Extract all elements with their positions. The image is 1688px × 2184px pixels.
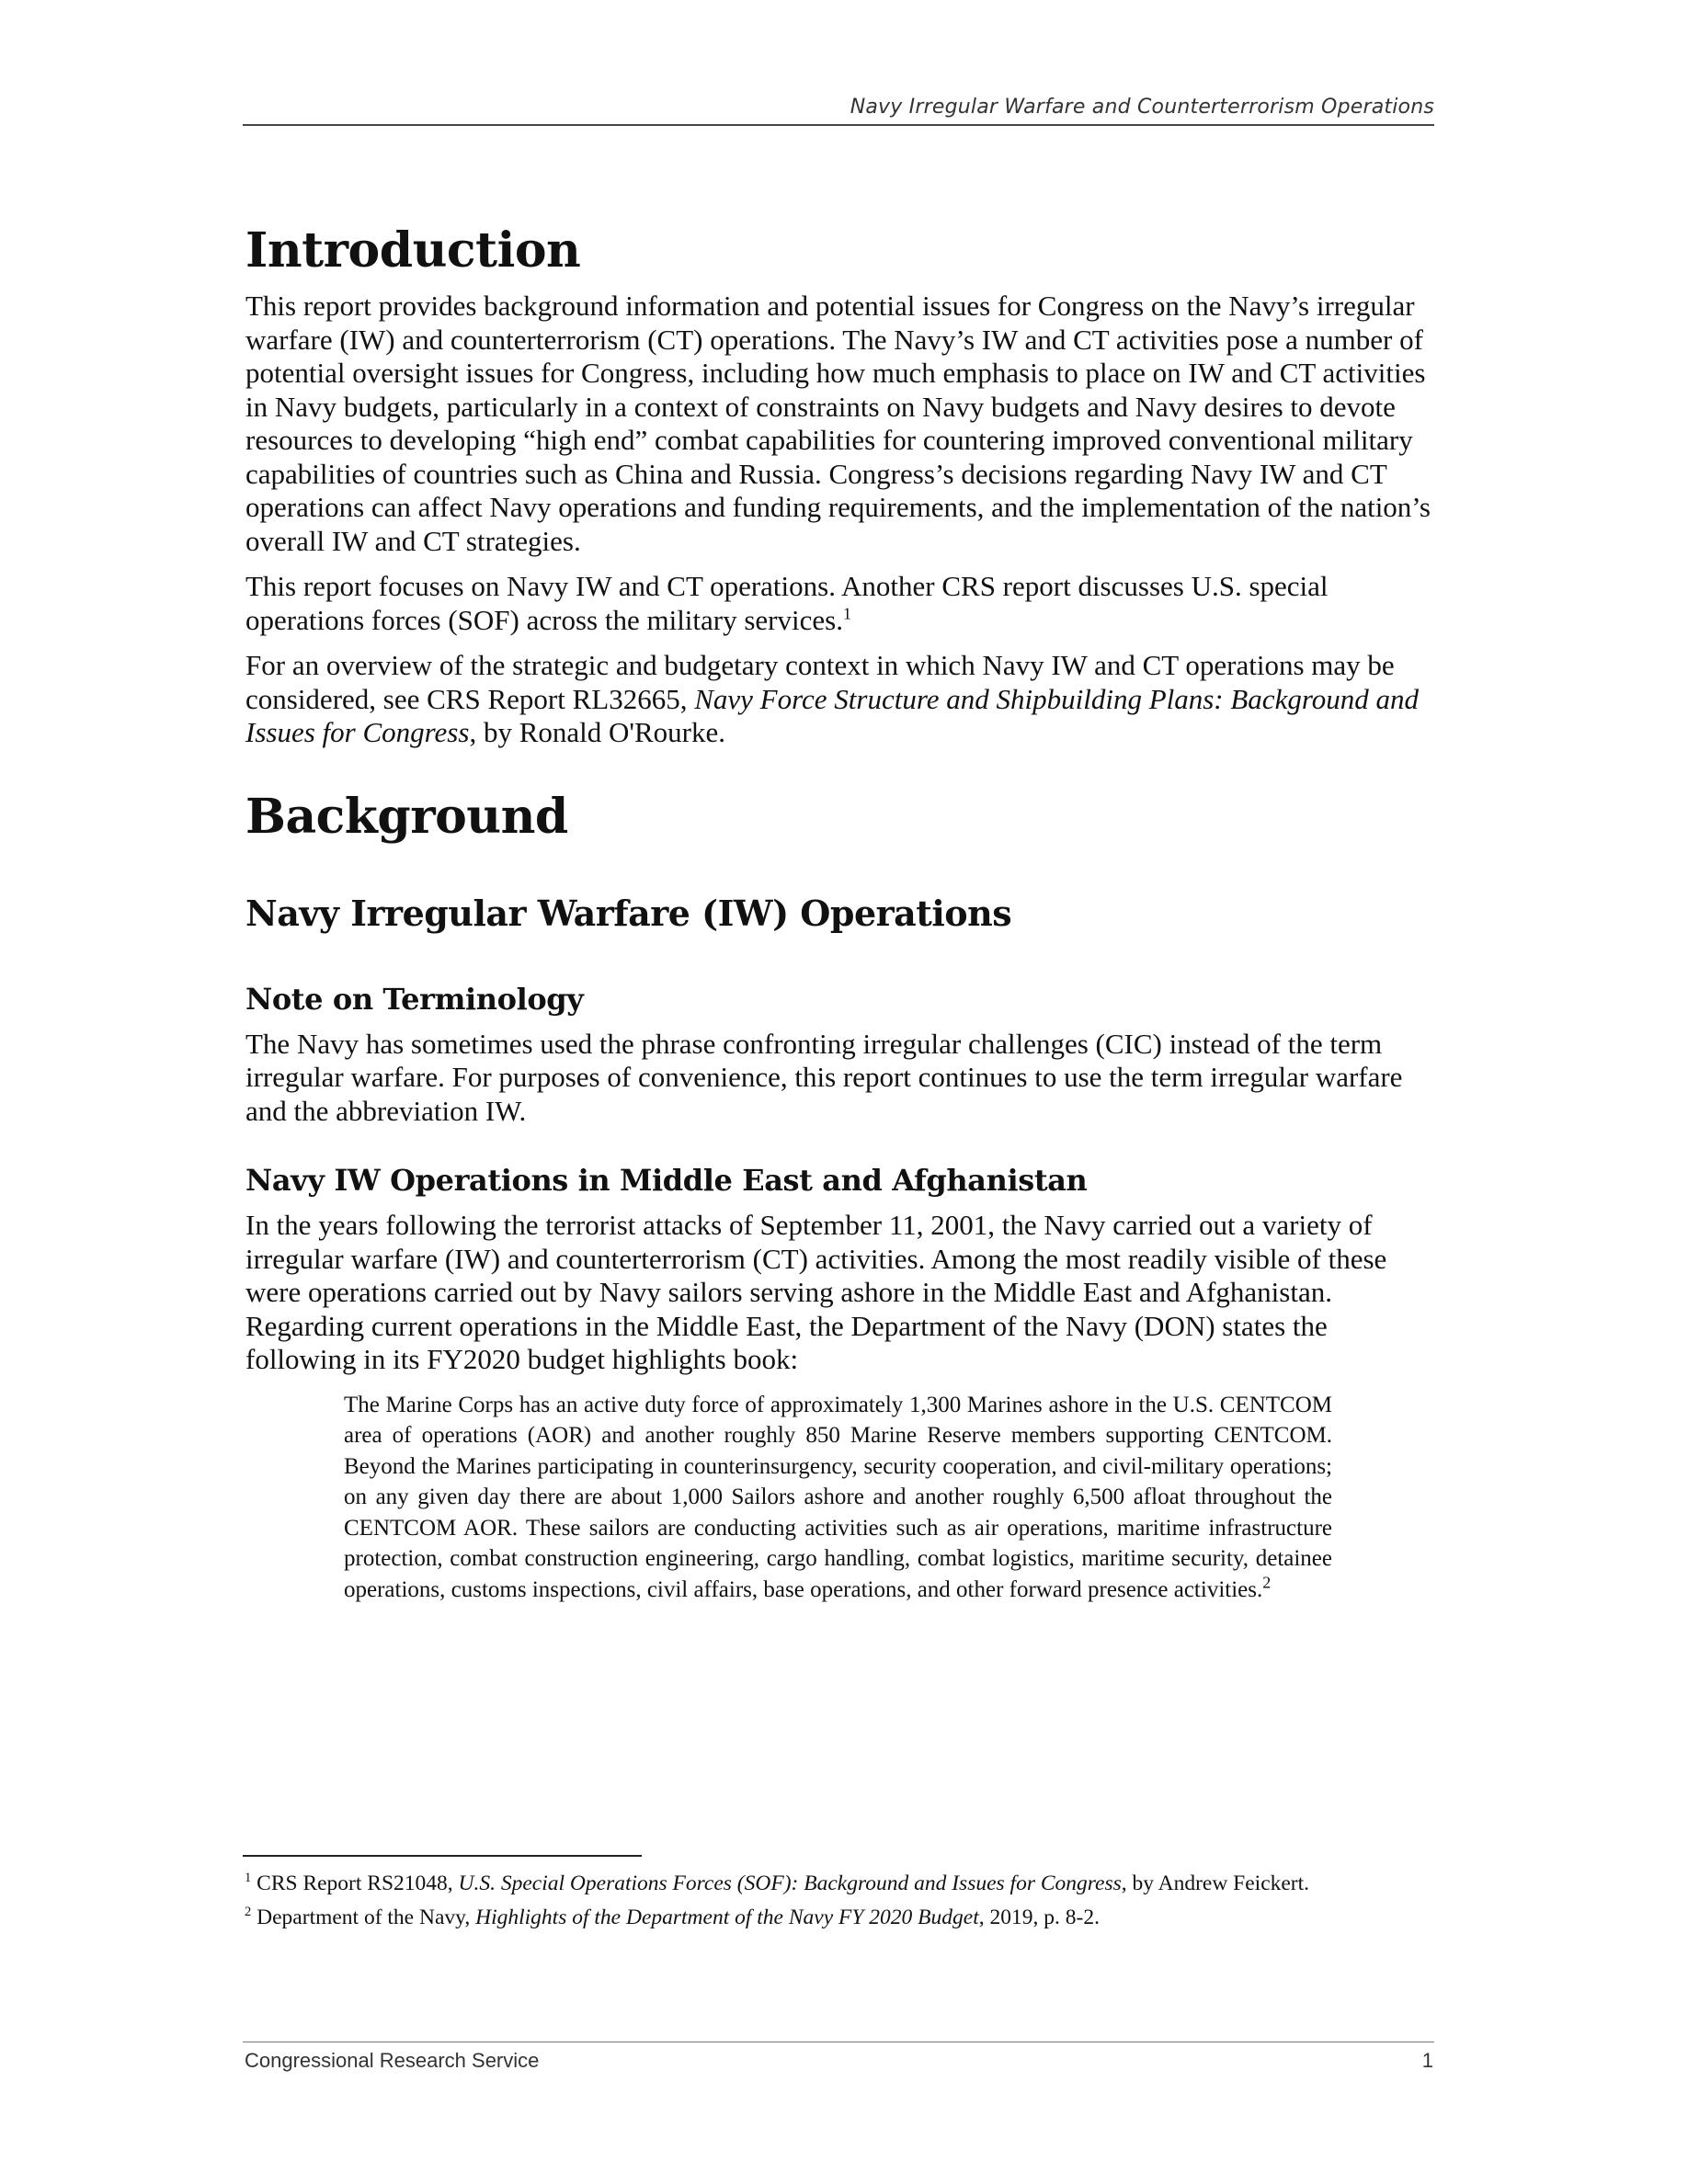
footnote-2-post: , 2019, p. 8-2. (978, 1905, 1100, 1929)
footer-publisher: Congressional Research Service (245, 2049, 540, 2072)
footnote-2 (245, 1905, 1431, 1930)
background-heading: Background (245, 788, 568, 845)
middle-east-paragraph: In the years following the terrorist attacks of September 11, 2001, the Navy carried out a variety of irregular warfare (IW) and counterterrorism (CT) activities. Among the most readily visible of these were operations carried out by Navy sailors serving ashore in the Middle East and Afghanistan. Regarding current operations in the Middle East, the Department of the Navy (DON) states the following in its FY2020 budget highlights book: (245, 1209, 1387, 1375)
footnotes (245, 1871, 1431, 1939)
footnote-2-title: Highlights of the Department of the Navy FY 2020 Budget (475, 1905, 979, 1929)
header-rule (243, 124, 1434, 126)
terminology-paragraph: The Navy has sometimes used the phrase confronting irregular challenges (CIC) instead of the term irregular warfare. For purposes of convenience, this report continues to use the term irregular warfare and the abbreviation IW. (245, 1027, 1403, 1127)
introduction-paragraph-3-pre: For an overview of the strategic and budgetary context in which Navy IW and CT operations may be considered, see CRS Report RL32665, (245, 649, 1395, 715)
footnote-1-post: , by Andrew Feickert. (1121, 1871, 1310, 1895)
page-number: 1 (1421, 2049, 1433, 2072)
footnote-ref-2[interactable]: 2 (1262, 1573, 1272, 1592)
running-header: Navy Irregular Warfare and Counterterrorism Operations (850, 96, 1434, 119)
footnote-ref-1[interactable]: 1 (842, 604, 851, 623)
introduction-paragraph-1: This report provides background information and potential issues for Congress on the Navy’s irregular warfare (IW) and counterterrorism (CT) operations. The Navy’s IW and CT activities pose a number of potential oversight issues for Congress, including how much emphasis to place on IW and CT activities in Navy budgets, particularly in a context of constraints on Navy budgets and Navy desires to devote resources to developing “high end” combat capabilities for countering improved conventional military capabilities of countries such as China and Russia. Congress’s decisions regarding Navy IW and CT operations can affect Navy operations and funding requirements, and the implementation of the nation’s overall IW and CT strategies. (245, 290, 1431, 557)
middle-east-heading: Navy IW Operations in Middle East and Afghanistan (245, 1163, 1088, 1198)
footnote-separator (243, 1855, 642, 1857)
introduction-paragraph-2-text: This report focuses on Navy IW and CT operations. Another CRS report discusses U.S. special operations forces (SOF) across the military services. (245, 570, 1329, 636)
main-content (245, 222, 1431, 1605)
introduction-heading: Introduction (245, 222, 581, 279)
footnote-1 (245, 1871, 1431, 1896)
footnote-2-pre: Department of the Navy, (251, 1905, 476, 1929)
terminology-heading: Note on Terminology (245, 981, 584, 1017)
footnote-1-pre: CRS Report RS21048, (251, 1871, 459, 1895)
introduction-paragraph-2 (245, 570, 1431, 637)
block-quote-text (344, 1390, 1332, 1606)
block-quote (344, 1390, 1332, 1606)
footnote-1-title: U.S. Special Operations Forces (SOF): Background and Issues for Congress (458, 1871, 1122, 1895)
footnote-1-number: 1 (245, 1871, 252, 1886)
report-title-rl32665: Navy Force Structure and Shipbuilding Plans: Background and Issues for Congress (245, 682, 1419, 748)
navy-iw-operations-heading: Navy Irregular Warfare (IW) Operations (245, 892, 1012, 934)
footnote-2-number: 2 (245, 1905, 252, 1920)
block-quote-body: The Marine Corps has an active duty force of approximately 1,300 Marines ashore in the U.S. CENTCOM area of operations (AOR) and another roughly 850 Marine Reserve members supporting CENTCOM. Beyond the Marines participating in counterinsurgency, security cooperation, and civil-military operations; on any given day there are about 1,000 Sailors ashore and another roughly 6,500 afloat throughout the CENTCOM AOR. These sailors are conducting activities such as air operations, maritime infrastructure protection, combat construction engineering, cargo handling, combat logistics, maritime security, detainee operations, customs inspections, civil affairs, base operations, and other forward presence activities. (344, 1392, 1332, 1602)
introduction-paragraph-3 (245, 649, 1431, 750)
introduction-paragraph-3-post: , by Ronald O'Rourke. (469, 716, 725, 748)
